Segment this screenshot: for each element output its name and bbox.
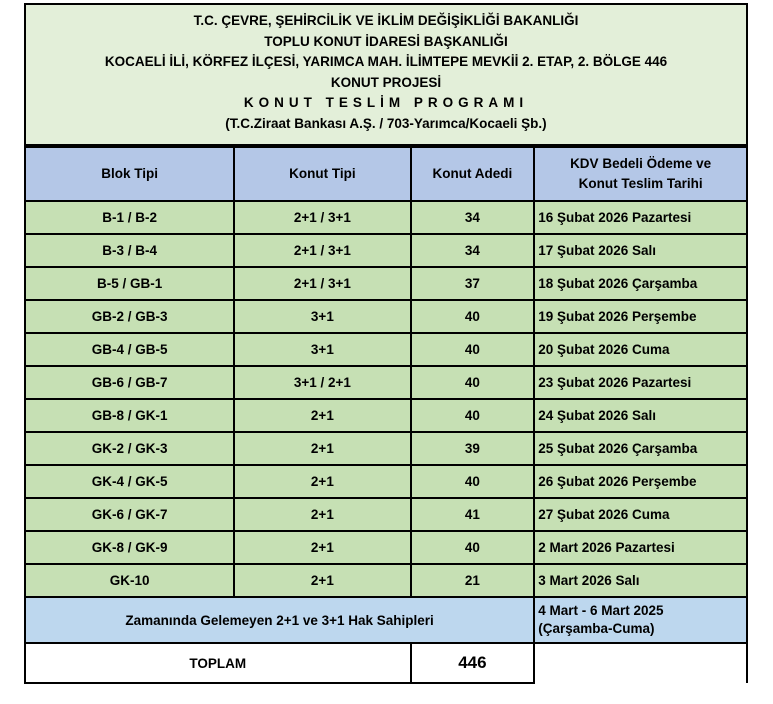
teslim-tarihi-cell: 25 Şubat 2026 Çarşamba [534,432,747,465]
konut-tipi-cell: 3+1 / 2+1 [234,366,410,399]
blok-cell: GK-6 / GK-7 [25,498,234,531]
table-row [25,333,747,366]
konut-tipi-cell: 2+1 [234,531,410,564]
table-row [25,234,747,267]
blok-cell: GB-8 / GK-1 [25,399,234,432]
column-header-tarih-line1: KDV Bedeli Ödeme ve [570,156,712,171]
teslim-tarihi-cell: 16 Şubat 2026 Pazartesi [534,201,747,234]
teslim-tarihi-cell: 19 Şubat 2026 Perşembe [534,300,747,333]
blok-cell: GK-8 / GK-9 [25,531,234,564]
konut-adedi-cell: 40 [411,399,535,432]
konut-tipi-cell: 3+1 [234,300,410,333]
konut-tipi-cell: 2+1 [234,399,410,432]
konut-adedi-cell: 40 [411,300,535,333]
konut-tipi-cell: 2+1 / 3+1 [234,201,410,234]
table-row [25,498,747,531]
teslim-tarihi-cell: 26 Şubat 2026 Perşembe [534,465,747,498]
document-header [24,3,748,146]
teslim-tarihi-cell: 27 Şubat 2026 Cuma [534,498,747,531]
konut-adedi-cell: 37 [411,267,535,300]
table-row [25,564,747,597]
konut-tipi-cell: 2+1 / 3+1 [234,267,410,300]
konut-adedi-cell: 41 [411,498,535,531]
ministry-title: T.C. ÇEVRE, ŞEHİRCİLİK VE İKLİM DEĞİŞİKLİĞİ BAKANLIĞI [193,13,579,28]
blok-cell: GB-4 / GB-5 [25,333,234,366]
late-date-range: 4 Mart - 6 Mart 2025 [538,603,664,618]
table-header-row [25,147,747,201]
teslim-tarihi-cell: 20 Şubat 2026 Cuma [534,333,747,366]
blok-cell: B-5 / GB-1 [25,267,234,300]
column-header-blok: Blok Tipi [25,147,234,201]
table-row [25,267,747,300]
table-row [25,201,747,234]
konut-tipi-cell: 2+1 / 3+1 [234,234,410,267]
blok-cell: GK-10 [25,564,234,597]
project-location: KOCAELİ İLİ, KÖRFEZ İLÇESİ, YARIMCA MAH. İLİMTEPE MEVKİİ 2. ETAP, 2. BÖLGE 446 [104,54,668,69]
blok-cell: GK-2 / GK-3 [25,432,234,465]
bank-branch: (T.C.Ziraat Bankası A.Ş. / 703-Yarımca/Kocaeli Şb.) [225,115,547,131]
blok-cell: B-1 / B-2 [25,201,234,234]
column-header-tarih [534,147,747,201]
column-header-konut-adedi: Konut Adedi [411,147,535,201]
program-title: KONUT TESLİM PROGRAMI [243,95,529,110]
late-applicants-label: Zamanında Gelemeyen 2+1 ve 3+1 Hak Sahipleri [25,597,534,643]
late-applicants-date [534,597,747,643]
total-label: TOPLAM [25,643,411,683]
konut-adedi-cell: 34 [411,201,535,234]
konut-adedi-cell: 40 [411,531,535,564]
blok-cell: GB-6 / GB-7 [25,366,234,399]
table-row [25,432,747,465]
konut-tipi-cell: 2+1 [234,432,410,465]
konut-adedi-cell: 34 [411,234,535,267]
teslim-tarihi-cell: 3 Mart 2026 Salı [534,564,747,597]
delivery-schedule-sheet [24,3,748,704]
blok-cell: GB-2 / GB-3 [25,300,234,333]
konut-tipi-cell: 3+1 [234,333,410,366]
blok-cell: GK-4 / GK-5 [25,465,234,498]
konut-tipi-cell: 2+1 [234,564,410,597]
column-header-konut-tipi: Konut Tipi [234,147,410,201]
teslim-tarihi-cell: 2 Mart 2026 Pazartesi [534,531,747,564]
total-empty-cell [534,643,747,683]
delivery-table [24,146,748,684]
konut-adedi-cell: 40 [411,333,535,366]
konut-adedi-cell: 40 [411,366,535,399]
table-row [25,366,747,399]
column-header-tarih-line2: Konut Teslim Tarihi [578,176,703,191]
table-row [25,399,747,432]
konut-tipi-cell: 2+1 [234,498,410,531]
table-row [25,300,747,333]
teslim-tarihi-cell: 18 Şubat 2026 Çarşamba [534,267,747,300]
konut-adedi-cell: 40 [411,465,535,498]
administration-title: TOPLU KONUT İDARESİ BAŞKANLIĞI [264,33,508,49]
konut-adedi-cell: 21 [411,564,535,597]
project-title: KONUT PROJESİ [330,74,442,90]
late-applicants-row [25,597,747,643]
konut-adedi-cell: 39 [411,432,535,465]
blok-cell: B-3 / B-4 [25,234,234,267]
table-row [25,531,747,564]
konut-tipi-cell: 2+1 [234,465,410,498]
late-date-days: (Çarşamba-Cuma) [538,621,655,636]
total-value: 446 [411,643,535,683]
teslim-tarihi-cell: 17 Şubat 2026 Salı [534,234,747,267]
total-row [25,643,747,683]
teslim-tarihi-cell: 23 Şubat 2026 Pazartesi [534,366,747,399]
teslim-tarihi-cell: 24 Şubat 2026 Salı [534,399,747,432]
table-row [25,465,747,498]
